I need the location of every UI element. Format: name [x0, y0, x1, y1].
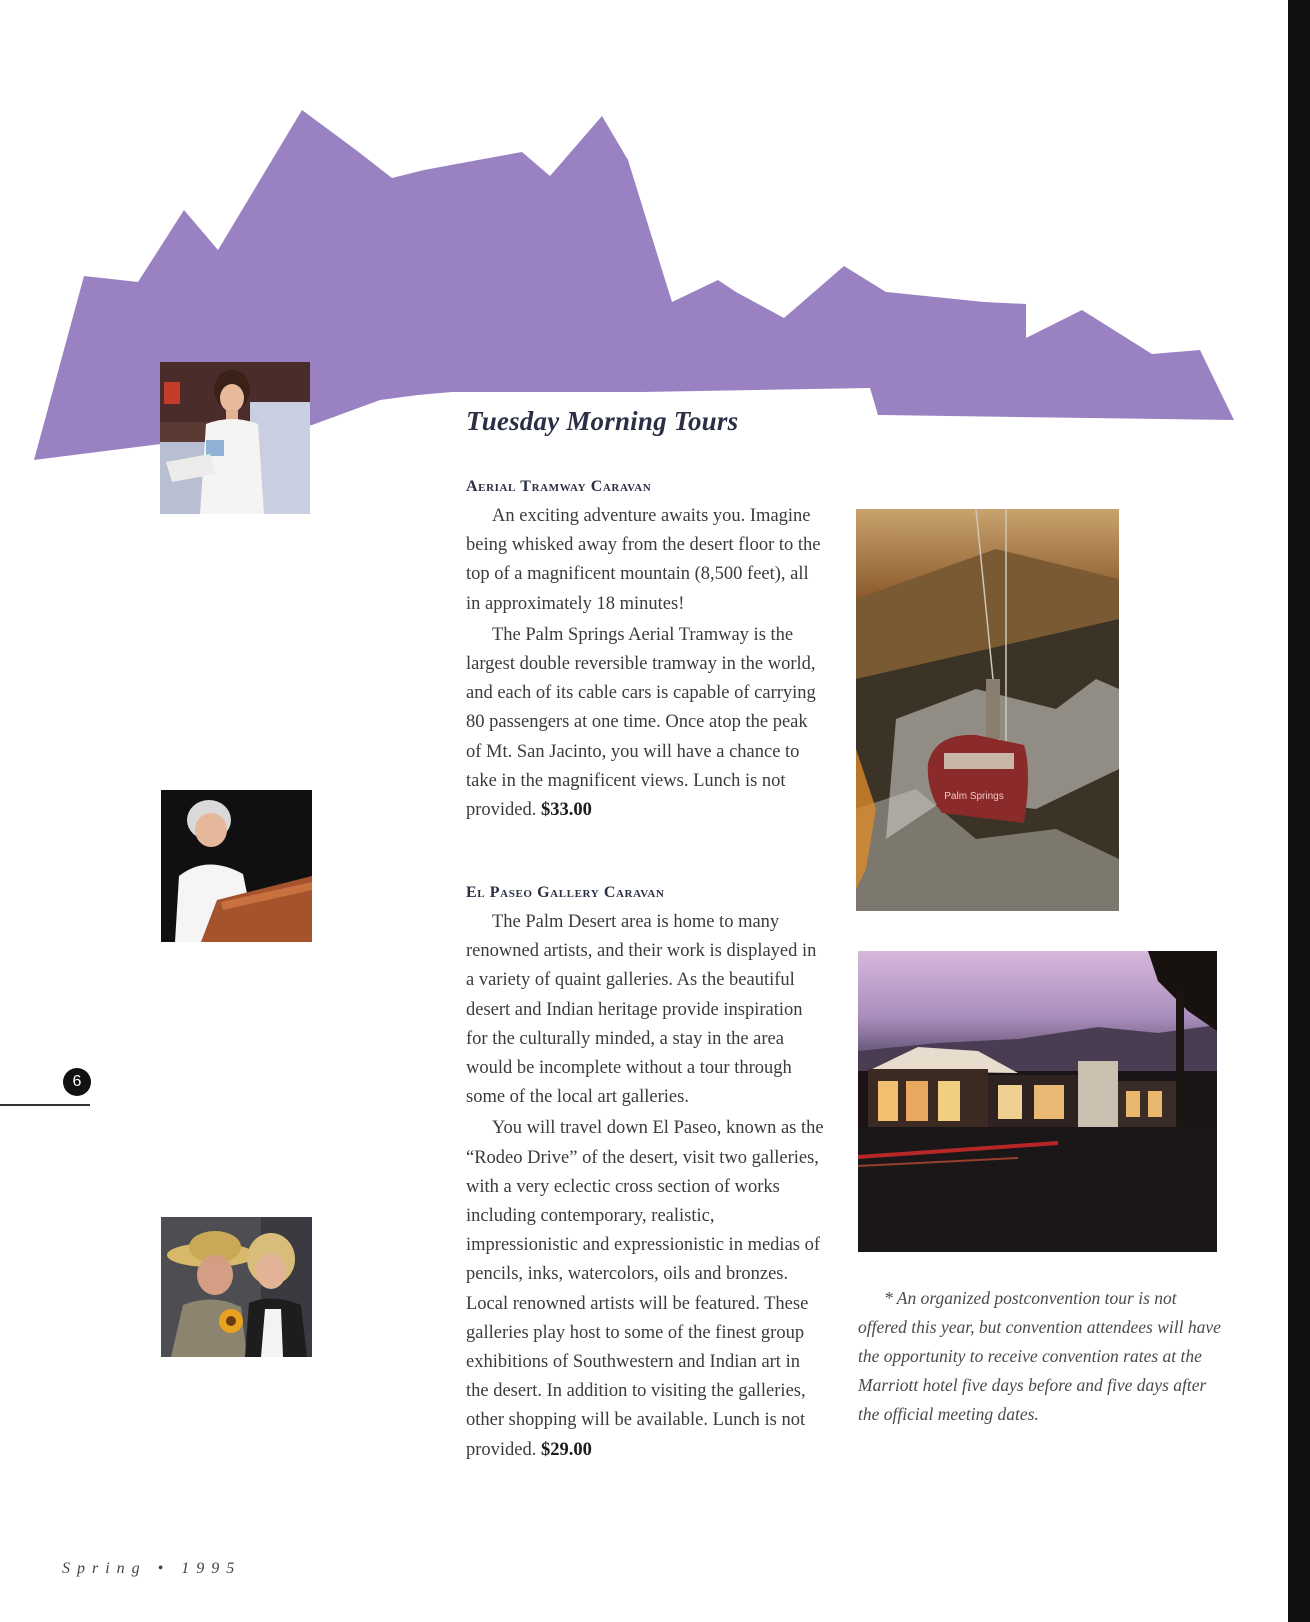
tram-sign-text: Palm Springs — [944, 791, 1004, 802]
photo-woman-at-podium — [161, 790, 312, 942]
aerial-paragraph-2 — [466, 621, 826, 825]
section-body-aerial-tramway — [466, 502, 826, 825]
page-title: Tuesday Morning Tours — [466, 406, 739, 436]
aerial-paragraph-1: An exciting adventure awaits you. Imagine being whisked away from the desert floor to the top of a magnificent mountain (8,500 feet), all in approximately 18 minutes! — [466, 506, 821, 614]
page-number-rule — [0, 1104, 90, 1106]
photo-aerial-tramway — [856, 509, 1119, 911]
section-heading-el-paseo: El Paseo Gallery Caravan — [466, 884, 665, 901]
page-edge-shadow — [1288, 0, 1310, 1622]
photo-two-women-sunflower — [161, 1217, 312, 1357]
footnote-text: * An organized postconvention tour is not offered this year, but convention attendees will have the opportunity to receive convention rates at the Marriott hotel five days before and five days after the official meeting dates. — [858, 1288, 1221, 1424]
elpaseo-paragraph-2 — [466, 1114, 826, 1464]
photo-woman-holding-paper — [160, 362, 310, 514]
page-number-badge: 6 — [63, 1068, 91, 1096]
photo-el-paseo-evening — [858, 951, 1217, 1252]
elpaseo-paragraph-2-text: You will travel down El Paseo, known as the “Rodeo Drive” of the desert, visit two galleries, with a very eclectic cross section of works including contemporary, realistic, impressionistic and expressionistic in medias of pencils, inks, watercolors, oils and bronzes. Local renowned artists will be featured. These galleries play host to some of the finest group exhibitions of Southwestern and Indian art in the desert. In addition to visiting the galleries, other shopping will be available. Lunch is not provided. — [466, 1118, 824, 1460]
elpaseo-price: $29.00 — [541, 1439, 592, 1460]
footer-season-year: Spring • 1995 — [62, 1560, 242, 1577]
elpaseo-paragraph-1: The Palm Desert area is home to many renowned artists, and their work is displayed in a variety of quaint galleries. As the beautiful desert and Indian heritage provide inspiration for the culturally minded, a stay in the area would be incomplete without a tour through some of the local art galleries. — [466, 912, 817, 1108]
aerial-price: $33.00 — [541, 800, 592, 821]
footnote-postconvention — [858, 1284, 1228, 1429]
section-body-el-paseo — [466, 908, 826, 1465]
section-heading-aerial-tramway: Aerial Tramway Caravan — [466, 478, 652, 495]
aerial-paragraph-2-text: The Palm Springs Aerial Tramway is the largest double reversible tramway in the world, and each of its cable cars is capable of carrying 80 passengers at one time. Once atop the peak of Mt. San Jacinto, you will have a chance to take in the magnificent views. Lunch is not provided. — [466, 624, 816, 821]
